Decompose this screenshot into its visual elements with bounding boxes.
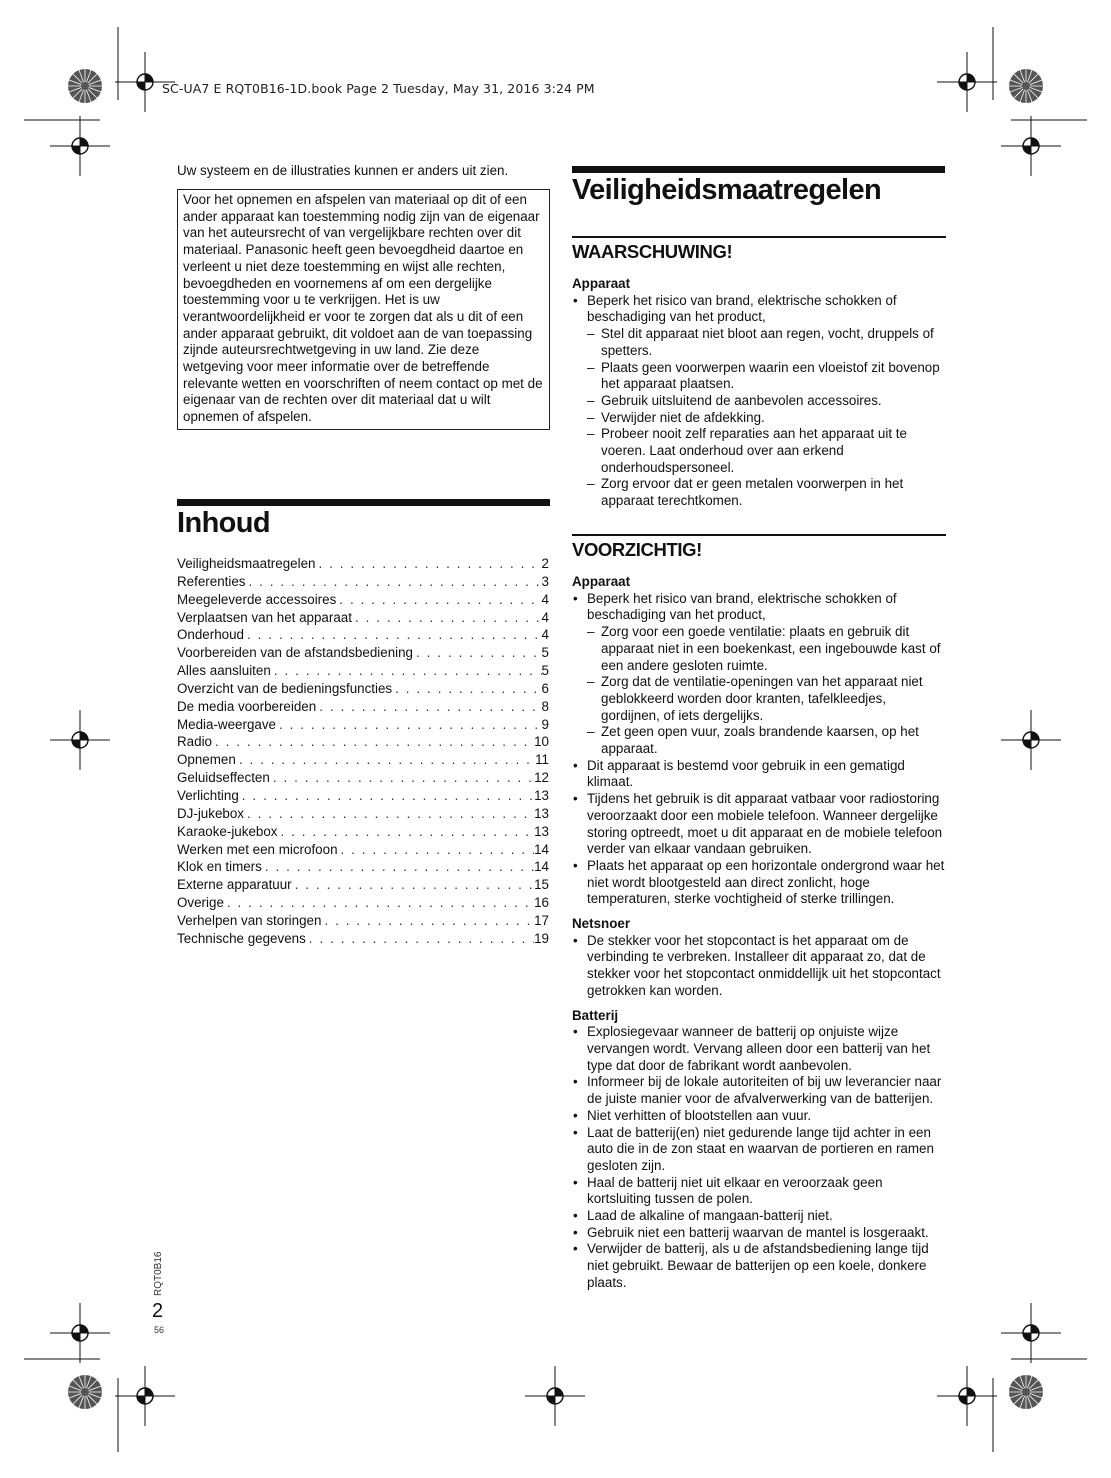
toc-entry-title: Externe apparatuur [177,877,292,893]
toc-entry-page: 12 [534,770,549,786]
list-item: • Gebruik niet een batterij waarvan de mantel is losgeraakt. [572,1225,946,1242]
toc-entry-page: 4 [541,591,549,607]
intro-text: Uw systeem en de illustraties kunnen er anders uit zien. [177,163,509,178]
toc-entry-page: 13 [534,823,549,839]
toc-entry-page: 15 [534,877,549,893]
toc-entry-title: Overzicht van de bedieningsfuncties [177,680,393,696]
warning-subheading: Apparaat [572,276,631,291]
toc-entry-page: 10 [534,734,549,750]
dash-item: – Zet geen open vuur, zoals brandende kaarsen, op het apparaat. [572,724,946,757]
copyright-notice-box: Voor het opnemen en afspelen van materiaal op dit of een ander apparaat kan toestemming nodig zijn van de eigenaar van het auteursrecht of van vergelijkbare rechten over dit materiaal. Panasonic heeft geen bevoegdheid daartoe en verleent u niet deze toestemming en wijst alle rechten, bevoegdheden en voornemens af om een dergelijke toestemming voor u te verkrijgen. Het is uw verantwoordelijkheid er voor te zorgen dat als u dit of een ander apparaat gebruikt, dit voldoet aan de van toepassing zijnde auteursrechtwetgeving in uw land. Zie deze wetgeving voor meer informatie over de betreffende relevante wetten en voorschriften of neem contact op met de eigenaar van de rechten over dit materiaal dat u wilt opnemen of afspelen. [177,189,550,430]
warning-section [572,276,946,510]
list-item: • Haal de batterij niet uit elkaar en veroorzaak geen kortsluiting tussen de polen. [572,1175,946,1208]
list-item: • Tijdens het gebruik is dit apparaat vatbaar voor radiostoring veroorzaakt door een mobiele telefoon. Wanneer dergelijke storing optreedt, moet u dit apparaat en de mobiele telefoon verder van elkaar vandaan gebruiken. [572,791,946,858]
toc-entry-title: Voorbereiden van de afstandsbediening [177,645,414,661]
toc-entry-page: 9 [541,716,549,732]
toc-leader-dots [262,858,534,876]
caution-section [572,574,946,1292]
list-item: • Niet verhitten of blootstellen aan vuur. [572,1108,946,1125]
toc-leader-dots [315,555,541,573]
toc-entry-page: 17 [534,912,549,928]
list-item: • Beperk het risico van brand, elektrische schokken of beschadiging van het product, – Stel dit apparaat niet bloot aan regen, vocht, druppels of spetters. – Plaats geen voorwerpen waarin een vloeistof zit bovenop het apparaat plaatsen. – Gebruik uitsluitend de aanbevolen accessoires. – Verwijder niet de afdekking. – Probeer nooit zelf reparaties aan het apparaat uit te voeren. Laat onderhoud over aan erkend onderhoudspersoneel. – Zorg ervoor dat er geen metalen voorwerpen in het apparaat terechtkomen. [572,293,946,510]
toc-entry-title: Veiligheidsmaatregelen [177,556,316,571]
toc-entry-title: Onderhoud [177,627,245,643]
toc-entry-page: 4 [541,609,549,625]
list-item: • Plaats het apparaat op een horizontale ondergrond waar het niet wordt blootgesteld aan direct zonlicht, hoge temperaturen, sterke vochtigheid of sterke trillingen. [572,858,946,908]
toc-entry-title: Verplaatsen van het apparaat [177,609,352,625]
toc-entry-title: Overige [177,895,224,911]
table-of-contents [177,555,549,948]
toc-leader-dots [278,823,535,841]
list-item: • Dit apparaat is bestemd voor gebruik in een gematigd klimaat. [572,758,946,791]
dash-item: – Zorg voor een goede ventilatie: plaats en gebruik dit apparaat niet in een boekenkast, een ingebouwde kast of een andere gesloten ruimte. [572,624,946,674]
toc-entry[interactable] [177,751,549,769]
caution-heading: VOORZICHTIG! [572,539,702,560]
toc-leader-dots [321,912,534,930]
toc-entry-title: Meegeleverde accessoires [177,591,337,607]
file-info-line: SC-UA7 E RQT0B16-1D.book Page 2 Tuesday, May 31, 2016 3:24 PM [162,81,595,96]
toc-entry-page: 2 [541,556,549,571]
toc-entry-page: 8 [541,698,549,714]
toc-entry-title: Klok en timers [177,859,262,875]
toc-entry-page: 19 [534,930,549,946]
toc-leader-dots [413,644,542,662]
list-item: • Beperk het risico van brand, elektrische schokken of beschadiging van het product, – Zorg voor een goede ventilatie: plaats en gebruik dit apparaat niet in een boekenkast, een ingebouwde kast of een andere gesloten ruimte. – Zorg dat de ventilatie-openingen van het apparaat niet geblokkeerd worden door kranten, tafelkleedjes, gordijnen, of iets dergelijks. – Zet geen open vuur, zoals brandende kaarsen, op het apparaat. [572,591,946,758]
toc-entry-title: Alles aansluiten [177,663,271,679]
toc-leader-dots [352,609,542,627]
toc-leader-dots [316,698,541,716]
toc-leader-dots [270,769,534,787]
toc-entry[interactable] [177,591,549,609]
toc-entry-title: Geluidseffecten [177,770,270,786]
toc-leader-dots [224,894,534,912]
toc-leader-dots [392,680,541,698]
toc-entry[interactable] [177,733,549,751]
toc-entry-title: Referenties [177,573,246,589]
toc-entry-title: De media voorbereiden [177,698,317,714]
toc-leader-dots [338,841,535,859]
page-number: 2 [152,1300,164,1322]
list-item: • Explosiegevaar wanneer de batterij op onjuiste wijze vervangen wordt. Vervang alleen door een batterij van het type dat door de fabrikant wordt aanbevolen. [572,1024,946,1074]
toc-leader-dots [336,591,541,609]
toc-entry[interactable] [177,912,549,930]
toc-entry-title: Werken met een microfoon [177,841,338,857]
toc-leader-dots [271,662,542,680]
toc-entry[interactable] [177,769,549,787]
toc-entry[interactable] [177,876,549,894]
toc-leader-dots [212,733,534,751]
warning-heading: WAARSCHUWING! [572,241,733,262]
page-sub-number: 56 [154,1325,165,1335]
dash-item: – Zorg ervoor dat er geen metalen voorwerpen in het apparaat terechtkomen. [572,476,946,509]
toc-heading: Inhoud [177,507,271,539]
caution-subheading-netsnoer: Netsnoer [572,916,631,932]
toc-entry[interactable] [177,680,549,698]
toc-heading-bar [177,499,550,506]
toc-leader-dots [245,573,541,591]
toc-leader-dots [244,805,534,823]
toc-entry-title: Opnemen [177,752,236,768]
toc-entry-page: 5 [541,645,549,661]
toc-entry[interactable] [177,787,549,805]
warning-rule [572,236,946,238]
toc-entry-page: 13 [534,787,549,803]
toc-entry-page: 16 [534,895,549,911]
toc-entry-title: Technische gegevens [177,930,306,946]
toc-entry[interactable] [177,698,549,716]
list-item: • Verwijder de batterij, als u de afstandsbediening lange tijd niet gebruikt. Bewaar de batterijen op een koele, donkere plaats. [572,1241,946,1291]
caution-subheading-batterij: Batterij [572,1007,619,1023]
toc-leader-dots [276,716,542,734]
toc-entry-page: 14 [534,841,549,857]
dash-item: – Stel dit apparaat niet bloot aan regen, vocht, druppels of spetters. [572,326,946,359]
caution-subheading-apparaat: Apparaat [572,574,631,589]
section-heading-bar [572,166,945,173]
toc-entry[interactable] [177,858,549,876]
toc-entry-page: 14 [534,859,549,875]
toc-entry-page: 3 [541,573,549,589]
toc-leader-dots [236,751,535,769]
toc-entry-page: 13 [534,805,549,821]
dash-item: – Probeer nooit zelf reparaties aan het apparaat uit te voeren. Laat onderhoud over aan erkend onderhoudspersoneel. [572,426,946,476]
toc-entry[interactable] [177,930,549,948]
dash-item: – Plaats geen voorwerpen waarin een vloeistof zit bovenop het apparaat plaatsen. [572,360,946,393]
toc-entry-title: Verhelpen van storingen [177,912,322,928]
list-item: • Laat de batterij(en) niet gedurende lange tijd achter in een auto die in de zon staat en waarvan de portieren en ramen gesloten zijn. [572,1125,946,1175]
toc-leader-dots [239,787,534,805]
toc-entry-page: 4 [541,627,549,643]
toc-leader-dots [244,626,542,644]
toc-entry[interactable] [177,555,549,573]
toc-entry[interactable] [177,626,549,644]
dash-item: – Zorg dat de ventilatie-openingen van het apparaat niet geblokkeerd worden door kranten, tafelkleedjes, gordijnen, of iets dergelijks. [572,674,946,724]
caution-rule [572,534,946,536]
toc-entry-title: DJ-jukebox [177,805,244,821]
document-code: RQT0B16 [153,1251,164,1296]
toc-leader-dots [306,930,534,948]
toc-leader-dots [292,876,534,894]
list-item: • De stekker voor het stopcontact is het apparaat om de verbinding te verbreken. Installeer dit apparaat zo, dat de stekker voor het stopcontact onmiddellijk uit het stopcontact getrokken kan worden. [572,933,946,1000]
toc-entry[interactable] [177,573,549,591]
toc-entry-title: Verlichting [177,787,239,803]
toc-entry-title: Karaoke-jukebox [177,823,278,839]
toc-entry[interactable] [177,841,549,859]
toc-entry-title: Media-weergave [177,716,276,732]
toc-entry[interactable] [177,662,549,680]
toc-entry-page: 11 [535,752,549,768]
dash-item: – Gebruik uitsluitend de aanbevolen accessoires. [572,393,946,410]
toc-entry[interactable] [177,609,549,627]
toc-entry-title: Radio [177,734,212,750]
toc-entry[interactable] [177,823,549,841]
list-item: • Laad de alkaline of mangaan-batterij niet. [572,1208,946,1225]
dash-item: – Verwijder niet de afdekking. [572,410,946,427]
toc-entry[interactable] [177,716,549,734]
toc-entry-page: 5 [541,663,549,679]
toc-entry[interactable] [177,644,549,662]
section-title: Veiligheidsmaatregelen [572,174,882,206]
list-item: • Informeer bij de lokale autoriteiten of bij uw leverancier naar de juiste manier voor de afvalverwerking van de batterijen. [572,1074,946,1107]
toc-entry[interactable] [177,894,549,912]
toc-entry-page: 6 [541,680,549,696]
toc-entry[interactable] [177,805,549,823]
